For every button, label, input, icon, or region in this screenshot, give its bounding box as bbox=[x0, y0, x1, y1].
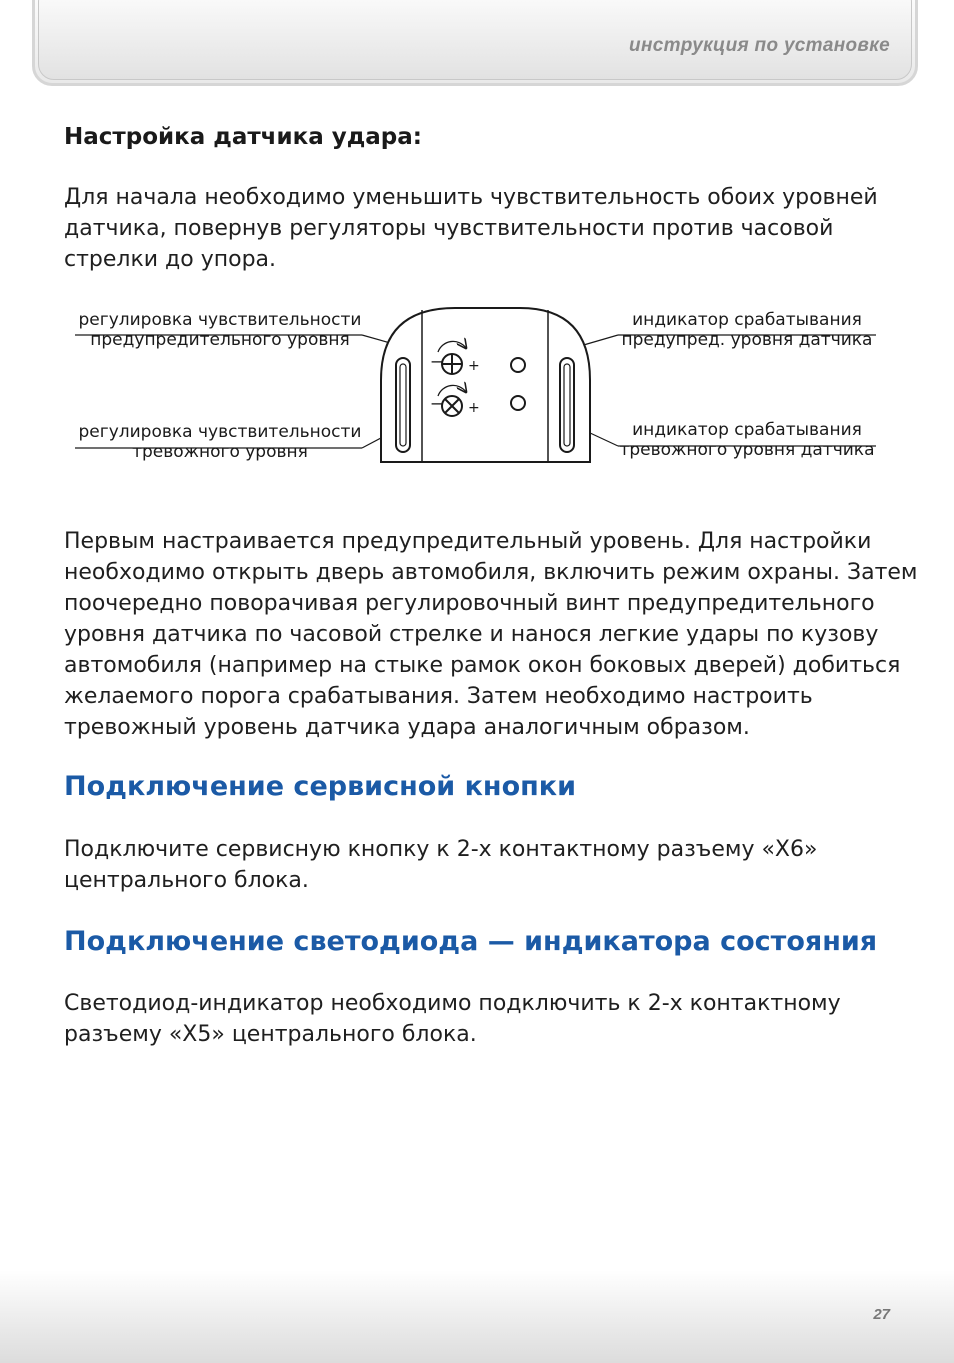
minus-sign: − bbox=[430, 352, 444, 371]
label-warning-adjust: регулировка чувствительности предупредительного уровня bbox=[78, 310, 362, 350]
led-paragraph bbox=[64, 988, 841, 1050]
section-heading-service-button: Подключение сервисной кнопки bbox=[64, 771, 577, 802]
text-line: необходимо открыть дверь автомобиля, включить режим охраны. Затем bbox=[64, 560, 918, 585]
alarm-indicator-led bbox=[511, 396, 525, 410]
text-line: Первым настраивается предупредительный уровень. Для настройки bbox=[64, 529, 872, 554]
text-line: стрелки до упора. bbox=[64, 247, 277, 272]
text-line: тревожный уровень датчика удара аналогичным образом. bbox=[64, 715, 750, 740]
sensor-housing bbox=[381, 308, 590, 462]
text-line: автомобиля (например на стыке рамок окон боковых дверей) добиться bbox=[64, 653, 901, 678]
shock-sensor-diagram bbox=[70, 300, 890, 480]
section-heading-shock-sensor: Настройка датчика удара: bbox=[64, 124, 422, 150]
plus-sign: + bbox=[468, 358, 480, 374]
text-line: центрального блока. bbox=[64, 868, 309, 893]
intro-paragraph bbox=[64, 182, 878, 275]
label-alarm-indicator: индикатор срабатывания тревожного уровня датчика bbox=[619, 420, 875, 460]
text-line: Светодиод-индикатор необходимо подключить к 2-х контактному bbox=[64, 991, 841, 1016]
text-line: разъему «X5» центрального блока. bbox=[64, 1022, 477, 1047]
text-line: Подключите сервисную кнопку к 2-х контактному разъему «X6» bbox=[64, 837, 818, 862]
text-line: Для начала необходимо уменьшить чувствительность обоих уровней bbox=[64, 185, 878, 210]
section-heading-led: Подключение светодиода — индикатора состояния bbox=[64, 926, 878, 957]
minus-sign: − bbox=[430, 394, 444, 413]
warning-indicator-led bbox=[511, 358, 525, 372]
text-line: желаемого порога срабатывания. Затем необходимо настроить bbox=[64, 684, 813, 709]
text-line: датчика, повернув регуляторы чувствительности против часовой bbox=[64, 216, 834, 241]
plus-sign: + bbox=[468, 400, 480, 416]
text-line: поочередно поворачивая регулировочный винт предупредительного bbox=[64, 591, 875, 616]
label-alarm-adjust: регулировка чувствительности тревожного уровня bbox=[78, 422, 362, 462]
header-title: инструкция по установке bbox=[629, 35, 890, 56]
page-number: 27 bbox=[873, 1306, 890, 1323]
label-warning-indicator: индикатор срабатывания предупред. уровня датчика bbox=[621, 310, 873, 350]
text-line: уровня датчика по часовой стрелке и нанося легкие удары по кузову bbox=[64, 622, 879, 647]
footer-band bbox=[0, 1270, 954, 1363]
service-button-paragraph bbox=[64, 834, 817, 896]
shock-setup-paragraph bbox=[64, 526, 918, 743]
sensor-drawing bbox=[70, 300, 890, 480]
